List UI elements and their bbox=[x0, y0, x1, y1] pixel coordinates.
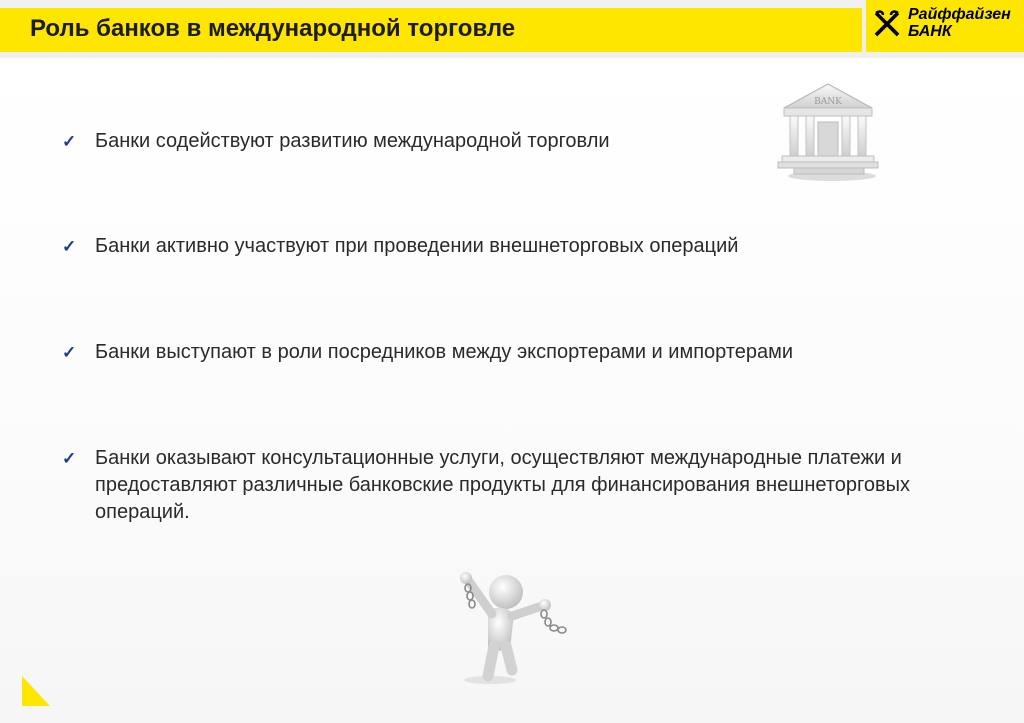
check-icon: ✓ bbox=[62, 237, 77, 256]
bank-building-icon bbox=[772, 78, 882, 182]
logo-text-line2: БАНК bbox=[908, 23, 952, 40]
bank-sign: BANK bbox=[814, 97, 842, 107]
check-icon: ✓ bbox=[62, 343, 77, 362]
check-icon: ✓ bbox=[62, 449, 77, 468]
check-icon: ✓ bbox=[62, 132, 77, 151]
bullet-text: Банки активно участвуют при проведении внешнеторговых операций bbox=[95, 235, 739, 257]
logo-text-line1: Райффайзен bbox=[908, 6, 1011, 23]
bullet-text: Банки выступают в роли посредников между экспортерами и импортерами bbox=[95, 341, 794, 363]
logo-mark-icon bbox=[872, 9, 902, 39]
bullet-text: Банки оказывают консультационные услуги, осуществляют международные платежи и предоставляют различные банковские продукты для финансирования внешнеторговых операций. bbox=[95, 447, 911, 523]
chained-figure-icon bbox=[448, 566, 578, 686]
bullet-text: Банки содействуют развитию международной торговли bbox=[95, 130, 610, 152]
slide-title: Роль банков в международной торговле bbox=[30, 15, 516, 42]
corner-triangle bbox=[22, 676, 50, 706]
raiffeisen-logo bbox=[866, 0, 1024, 52]
